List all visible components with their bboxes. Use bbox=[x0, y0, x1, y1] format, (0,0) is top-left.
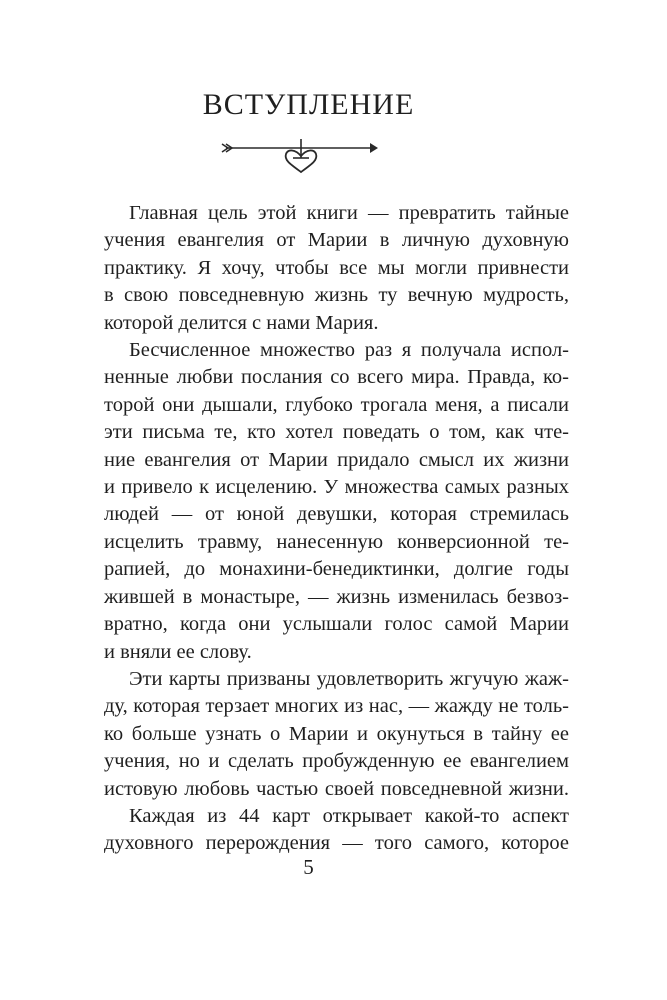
text-line: и вняли ее слову. bbox=[104, 640, 252, 663]
text-line: учения, но и сделать пробужденную ее евангелием bbox=[104, 750, 569, 773]
text-line: эти письма те, кто хотел поведать о том, как чте- bbox=[104, 421, 569, 444]
text-line: учения евангелия от Марии в личную духовную bbox=[104, 229, 569, 252]
text-line: Эти карты призваны удовлетворить жгучую жаж- bbox=[129, 667, 569, 690]
text-line: жившей в монастыре, — жизнь изменилась безвоз- bbox=[104, 585, 569, 608]
text-line: Каждая из 44 карт открывает какой-то аспект bbox=[129, 804, 569, 827]
text-line: людей — от юной девушки, которая стремилась bbox=[104, 503, 569, 526]
text-line: исцелить травму, нанесенную конверсионной те- bbox=[104, 530, 569, 553]
paragraph bbox=[79, 666, 569, 803]
body-text bbox=[79, 200, 569, 858]
page-number: 5 bbox=[303, 855, 314, 879]
text-line: Бесчисленное множество раз я получала испол- bbox=[129, 339, 569, 362]
text-line: вратно, когда они услышали голос самой Марии bbox=[104, 613, 569, 636]
paragraph bbox=[79, 200, 569, 337]
heart-arrow-ornament-icon bbox=[220, 134, 382, 174]
paragraph bbox=[79, 803, 569, 858]
text-line: в свою повседневную жизнь ту вечную мудрость, bbox=[104, 284, 569, 307]
text-line: ду, которая терзает многих из нас, — жажду не толь- bbox=[104, 695, 569, 718]
chapter-title: ВСТУПЛЕНИЕ bbox=[202, 88, 415, 121]
text-line: торой они дышали, глубоко трогала меня, а писали bbox=[104, 393, 569, 416]
text-line: и привело к исцелению. У множества самых разных bbox=[104, 476, 569, 499]
text-line: истовую любовь частью своей повседневной жизни. bbox=[104, 777, 569, 800]
text-line: ненные любви послания со всего мира. Правда, ко- bbox=[104, 366, 569, 389]
text-line: рапией, до монахини-бенедиктинки, долгие годы bbox=[104, 558, 569, 581]
text-line: ко больше узнать о Марии и окунуться в тайну ее bbox=[104, 722, 569, 745]
paragraph bbox=[79, 337, 569, 666]
text-line: духовного перерождения — того самого, которое bbox=[104, 832, 569, 855]
text-line: практику. Я хочу, чтобы все мы могли привнести bbox=[104, 256, 569, 279]
text-line: ние евангелия от Марии придало смысл их жизни bbox=[104, 448, 569, 471]
text-line: которой делится с нами Мария. bbox=[104, 311, 379, 334]
text-line: Главная цель этой книги — превратить тайные bbox=[129, 202, 569, 224]
